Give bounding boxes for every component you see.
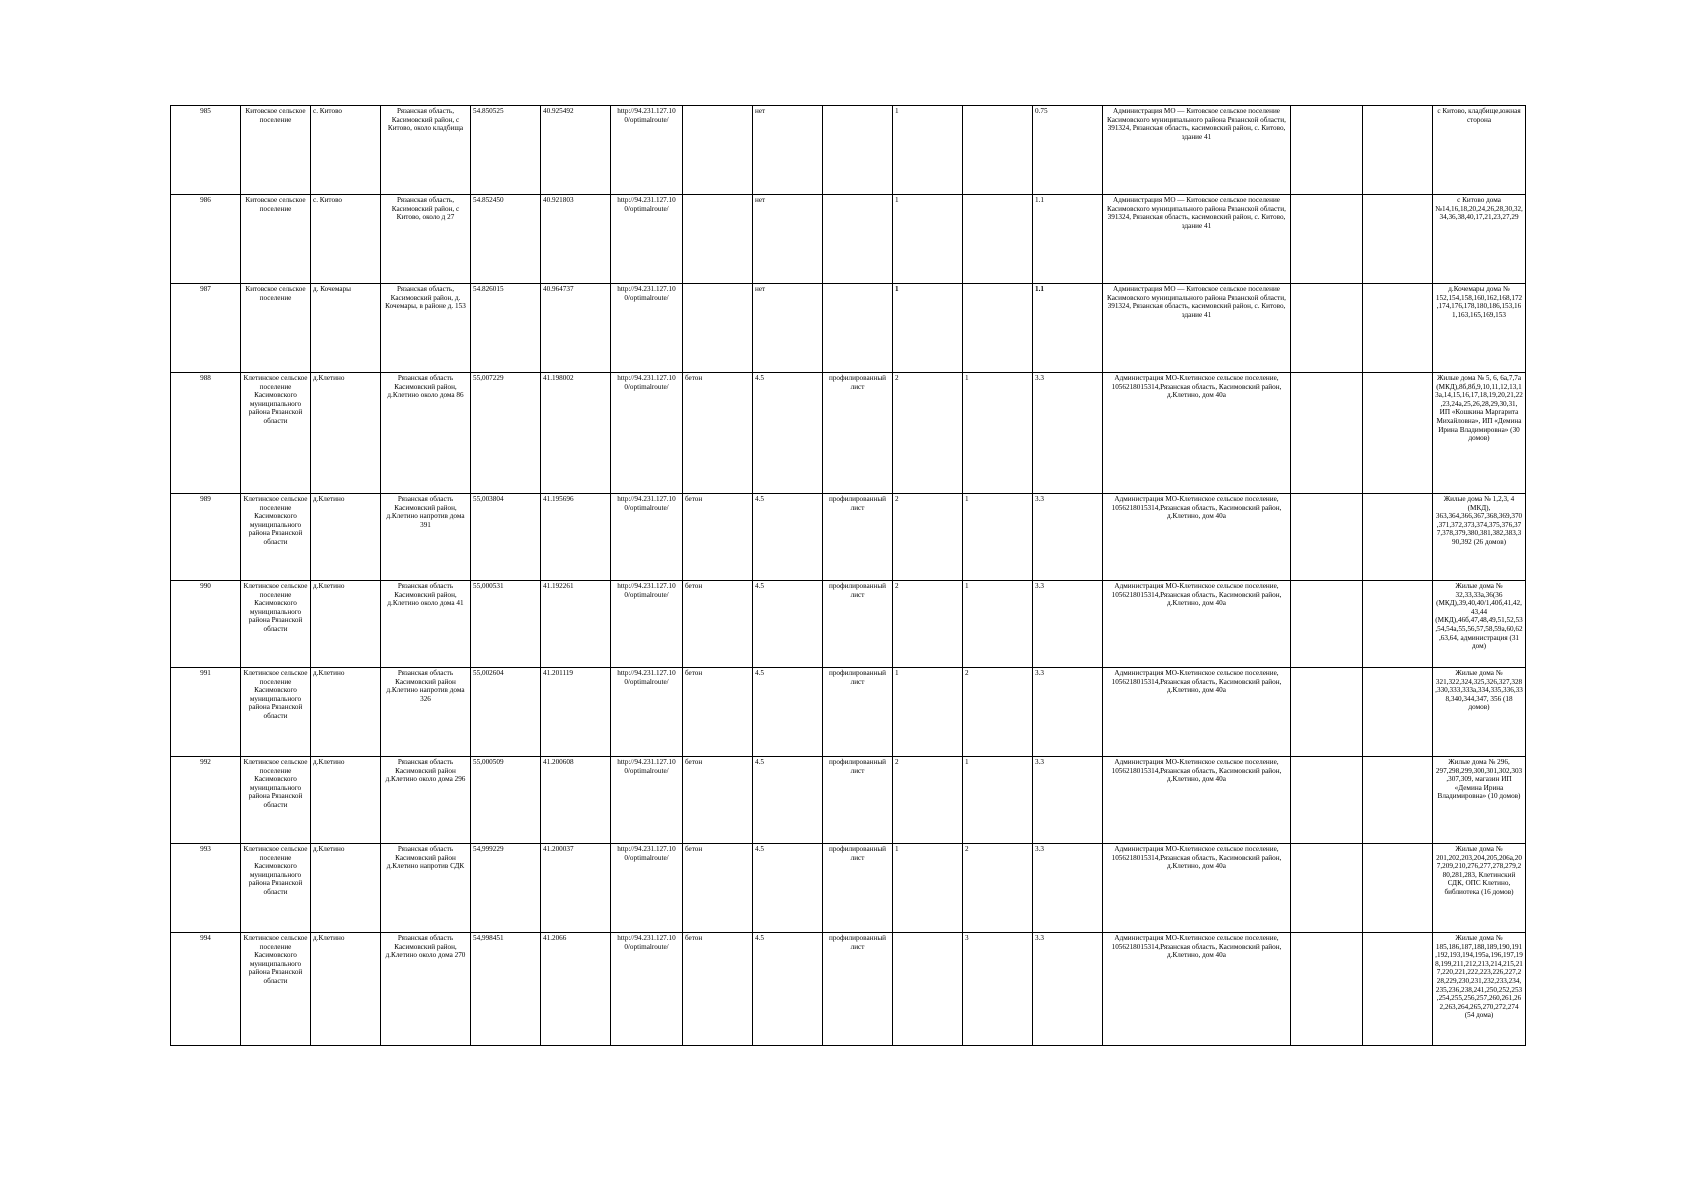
container-extra-cell: 1 [963, 494, 1033, 581]
locality-cell: д.Клетино [311, 757, 381, 844]
fence-cell: профилированный лист [823, 668, 893, 757]
container-extra-cell [963, 284, 1033, 373]
address-cell: Рязанская область Касимовский район, д.Клетино около дома 270 [381, 933, 471, 1046]
empty-cell-a [1291, 195, 1363, 284]
address-cell: Рязанская область Касимовский район д.Клетино напротив дома 326 [381, 668, 471, 757]
locality-cell: д.Клетино [311, 668, 381, 757]
container-extra-cell: 3 [963, 933, 1033, 1046]
longitude-cell: 40.921803 [541, 195, 611, 284]
served-sources-cell: Жилые дома № 296, 297,298,299,300,301,302,303,307,309, магазин ИП «Демина Ирина Владимировна» (10 домов) [1433, 757, 1526, 844]
longitude-cell: 41.192261 [541, 581, 611, 668]
table-row [171, 284, 1526, 373]
address-cell: Рязанская область Касимовский район, д.Клетино около дома 86 [381, 373, 471, 494]
container-extra-cell: 2 [963, 668, 1033, 757]
empty-cell-b [1363, 195, 1433, 284]
table-row [171, 581, 1526, 668]
surface-cell: бетон [683, 757, 753, 844]
address-cell: Рязанская область, Касимовский район, с Китово, около кладбища [381, 106, 471, 195]
area-cell: 4.5 [753, 581, 823, 668]
volume-cell: 0.75 [1033, 106, 1103, 195]
empty-cell-a [1291, 284, 1363, 373]
address-cell: Рязанская область Касимовский район д.Клетино напротив СДК [381, 844, 471, 933]
container-count-cell: 2 [893, 373, 963, 494]
longitude-cell: 41.200037 [541, 844, 611, 933]
empty-cell-b [1363, 581, 1433, 668]
map-link-cell[interactable]: http://94.231.127.10 0/optimalroute/ [611, 494, 683, 581]
owner-cell: Администрация МО-Клетинское сельское поселение, 1056218015314,Рязанская область, Касимовский район, д.Клетино, дом 40а [1103, 668, 1291, 757]
address-cell: Рязанская область, Касимовский район, д. Кочемары, в районе д. 153 [381, 284, 471, 373]
surface-cell: бетон [683, 581, 753, 668]
container-count-cell: 1 [893, 844, 963, 933]
empty-cell-b [1363, 494, 1433, 581]
volume-cell: 3.3 [1033, 933, 1103, 1046]
owner-cell: Администрация МО-Клетинское сельское поселение, 1056218015314,Рязанская область, Касимовский район, д.Клетино, дом 40а [1103, 494, 1291, 581]
locality-cell: с. Китово [311, 106, 381, 195]
empty-cell-b [1363, 933, 1433, 1046]
container-count-cell: 1 [893, 284, 963, 373]
area-cell: нет [753, 195, 823, 284]
empty-cell-a [1291, 668, 1363, 757]
empty-cell-b [1363, 844, 1433, 933]
container-extra-cell: 2 [963, 844, 1033, 933]
map-link-cell[interactable]: http://94.231.127.10 0/optimalroute/ [611, 933, 683, 1046]
fence-cell [823, 284, 893, 373]
row-number: 986 [171, 195, 241, 284]
empty-cell-a [1291, 581, 1363, 668]
owner-cell: Администрация МО — Китовское сельское поселение Касимовского муниципального района Рязанской области, 391324, Рязанская область, касимовский район, с. Китово, здание 41 [1103, 106, 1291, 195]
map-link-cell[interactable]: http://94.231.127.10 0/optimalroute/ [611, 668, 683, 757]
settlement-cell: Китовское сельское поселение [241, 284, 311, 373]
container-count-cell: 1 [893, 195, 963, 284]
map-link-cell[interactable]: http://94.231.127.10 0/optimalroute/ [611, 373, 683, 494]
surface-cell: бетон [683, 933, 753, 1046]
served-sources-cell: Жилые дома № 1,2,3, 4 (МКД), 363,364,366,367,368,369,370,371,372,373,374,375,376,377,378,379,380,381,382,383,390,392 (26 домов) [1433, 494, 1526, 581]
fence-cell: профилированный лист [823, 373, 893, 494]
container-extra-cell: 1 [963, 373, 1033, 494]
longitude-cell: 40.964737 [541, 284, 611, 373]
latitude-cell: 54.826015 [471, 284, 541, 373]
locality-cell: д. Кочемары [311, 284, 381, 373]
surface-cell: бетон [683, 668, 753, 757]
served-sources-cell: д.Кочемары дома № 152,154,158,160,162,168,172,174,176,178,180,186,153,161,163,165,169,153 [1433, 284, 1526, 373]
empty-cell-b [1363, 373, 1433, 494]
settlement-cell: Клетинское сельское поселение Касимовского муниципального района Рязанской области [241, 844, 311, 933]
fence-cell: профилированный лист [823, 581, 893, 668]
owner-cell: Администрация МО-Клетинское сельское поселение, 1056218015314,Рязанская область, Касимовский район, д.Клетино, дом 40а [1103, 757, 1291, 844]
map-link-cell[interactable]: http://94.231.127.10 0/optimalroute/ [611, 757, 683, 844]
owner-cell: Администрация МО-Клетинское сельское поселение, 1056218015314,Рязанская область, Касимовский район, д.Клетино, дом 40а [1103, 844, 1291, 933]
map-link-cell[interactable]: http://94.231.127.10 0/optimalroute/ [611, 106, 683, 195]
owner-cell: Администрация МО-Клетинское сельское поселение, 1056218015314,Рязанская область, Касимовский район, д.Клетино, дом 40а [1103, 933, 1291, 1046]
longitude-cell: 41.198002 [541, 373, 611, 494]
container-count-cell: 2 [893, 581, 963, 668]
empty-cell-b [1363, 757, 1433, 844]
fence-cell: профилированный лист [823, 844, 893, 933]
container-count-cell: 2 [893, 494, 963, 581]
volume-cell: 3.3 [1033, 757, 1103, 844]
address-cell: Рязанская область Касимовский район д.Клетино около дома 296 [381, 757, 471, 844]
map-link-cell[interactable]: http://94.231.127.10 0/optimalroute/ [611, 195, 683, 284]
longitude-cell: 41.200608 [541, 757, 611, 844]
empty-cell-a [1291, 757, 1363, 844]
served-sources-cell: с Китово, кладбище,южная сторона [1433, 106, 1526, 195]
longitude-cell: 41.195696 [541, 494, 611, 581]
latitude-cell: 55,000509 [471, 757, 541, 844]
latitude-cell: 54.852450 [471, 195, 541, 284]
settlement-cell: Китовское сельское поселение [241, 106, 311, 195]
volume-cell: 3.3 [1033, 668, 1103, 757]
longitude-cell: 40.925492 [541, 106, 611, 195]
locality-cell: д.Клетино [311, 373, 381, 494]
volume-cell: 3.3 [1033, 844, 1103, 933]
table-row [171, 373, 1526, 494]
latitude-cell: 54,998451 [471, 933, 541, 1046]
longitude-cell: 41.201119 [541, 668, 611, 757]
volume-cell: 3.3 [1033, 373, 1103, 494]
map-link-cell[interactable]: http://94.231.127.10 0/optimalroute/ [611, 581, 683, 668]
area-cell: 4.5 [753, 844, 823, 933]
served-sources-cell: Жилые дома № 5, 6, 6а,7,7а (МКД),8б,8б,9,10,11,12,13,13а,14,15,16,17,18,19,20,21,22,23,24а,25,26,28,29,30,31, ИП «Кошкина Маргарита Михайловна», ИП «Демина Ирина Владимировна» (30 домов) [1433, 373, 1526, 494]
row-number: 991 [171, 668, 241, 757]
volume-cell: 3.3 [1033, 581, 1103, 668]
row-number: 993 [171, 844, 241, 933]
empty-cell-b [1363, 284, 1433, 373]
row-number: 988 [171, 373, 241, 494]
map-link-cell[interactable]: http://94.231.127.10 0/optimalroute/ [611, 284, 683, 373]
empty-cell-a [1291, 933, 1363, 1046]
settlement-cell: Клетинское сельское поселение Касимовского муниципального района Рязанской области [241, 581, 311, 668]
owner-cell: Администрация МО — Китовское сельское поселение Касимовского муниципального района Рязанской области, 391324, Рязанская область, касимовский район, с. Китово, здание 41 [1103, 284, 1291, 373]
table-row [171, 933, 1526, 1046]
empty-cell-b [1363, 668, 1433, 757]
settlement-cell: Клетинское сельское поселение Касимовского муниципального района Рязанской области [241, 933, 311, 1046]
settlement-cell: Китовское сельское поселение [241, 195, 311, 284]
row-number: 990 [171, 581, 241, 668]
fence-cell: профилированный лист [823, 933, 893, 1046]
served-sources-cell: Жилые дома № 185,186,187,188,189,190,191,192,193,194,195а,196,197,198,199,211,212,213,214,215,217,220,221,222,223,226,227,228,229,230,231,232,233,234,235,236,238,241,250,252,253,254,255,256,257,260,261,262,263,264,265,270,272,274 (54 дома) [1433, 933, 1526, 1046]
latitude-cell: 55,007229 [471, 373, 541, 494]
empty-cell-a [1291, 106, 1363, 195]
row-number: 985 [171, 106, 241, 195]
latitude-cell: 55,002604 [471, 668, 541, 757]
latitude-cell: 55,000531 [471, 581, 541, 668]
settlement-cell: Клетинское сельское поселение Касимовского муниципального района Рязанской области [241, 494, 311, 581]
container-count-cell: 1 [893, 668, 963, 757]
address-cell: Рязанская область Касимовский район, д.Клетино около дома 41 [381, 581, 471, 668]
table-row [171, 494, 1526, 581]
settlement-cell: Клетинское сельское поселение Касимовского муниципального района Рязанской области [241, 757, 311, 844]
served-sources-cell: Жилые дома № 32,33,33а,36(36 (МКД),39,40,40/1,40б,41,42,43,44 (МКД),46б,47,48,49,51,52,53,54,54а,55,56,57,58,59а,60,62,63,64, администрация (31 дом) [1433, 581, 1526, 668]
area-cell: нет [753, 284, 823, 373]
surface-cell [683, 284, 753, 373]
address-cell: Рязанская область Касимовский район, д.Клетино напротив дома 391 [381, 494, 471, 581]
latitude-cell: 55,003804 [471, 494, 541, 581]
served-sources-cell: с Китово дома №14,16,18,20,24,26,28,30,32,34,36,38,40,17,21,23,27,29 [1433, 195, 1526, 284]
empty-cell-a [1291, 494, 1363, 581]
registry-table [170, 105, 1526, 1046]
table-row [171, 757, 1526, 844]
empty-cell-a [1291, 373, 1363, 494]
owner-cell: Администрация МО-Клетинское сельское поселение, 1056218015314,Рязанская область, Касимовский район, д.Клетино, дом 40а [1103, 373, 1291, 494]
row-number: 989 [171, 494, 241, 581]
row-number: 992 [171, 757, 241, 844]
area-cell: 4.5 [753, 494, 823, 581]
area-cell: 4.5 [753, 933, 823, 1046]
volume-cell: 1.1 [1033, 195, 1103, 284]
surface-cell: бетон [683, 844, 753, 933]
table-row [171, 844, 1526, 933]
container-extra-cell [963, 195, 1033, 284]
locality-cell: д.Клетино [311, 933, 381, 1046]
container-count-cell: 2 [893, 757, 963, 844]
owner-cell: Администрация МО — Китовское сельское поселение Касимовского муниципального района Рязанской области, 391324, Рязанская область, касимовский район, с. Китово, здание 41 [1103, 195, 1291, 284]
table-row [171, 106, 1526, 195]
container-extra-cell [963, 106, 1033, 195]
fence-cell [823, 195, 893, 284]
fence-cell: профилированный лист [823, 757, 893, 844]
container-extra-cell: 1 [963, 581, 1033, 668]
locality-cell: д.Клетино [311, 844, 381, 933]
address-cell: Рязанская область, Касимовский район, с Китово, около д 27 [381, 195, 471, 284]
settlement-cell: Клетинское сельское поселение Касимовского муниципального района Рязанской области [241, 668, 311, 757]
area-cell: 4.5 [753, 668, 823, 757]
empty-cell-b [1363, 106, 1433, 195]
table-row [171, 195, 1526, 284]
locality-cell: д.Клетино [311, 494, 381, 581]
area-cell: нет [753, 106, 823, 195]
served-sources-cell: Жилые дома № 321,322,324,325,326,327,328,330,333,333а,334,335,336,338,340,344,347, 356 (18 домов) [1433, 668, 1526, 757]
served-sources-cell: Жилые дома № 201,202,203,204,205,206а,207,209,210,276,277,278,279,280,281,283, Клетинский СДК, ОПС Клетино, библиотека (16 домов) [1433, 844, 1526, 933]
container-count-cell: 1 [893, 106, 963, 195]
volume-cell: 3.3 [1033, 494, 1103, 581]
empty-cell-a [1291, 844, 1363, 933]
locality-cell: с. Китово [311, 195, 381, 284]
area-cell: 4.5 [753, 757, 823, 844]
surface-cell: бетон [683, 373, 753, 494]
longitude-cell: 41.2066 [541, 933, 611, 1046]
settlement-cell: Клетинское сельское поселение Касимовского муниципального района Рязанской области [241, 373, 311, 494]
locality-cell: д.Клетино [311, 581, 381, 668]
row-number: 987 [171, 284, 241, 373]
row-number: 994 [171, 933, 241, 1046]
surface-cell: бетон [683, 494, 753, 581]
container-count-cell [893, 933, 963, 1046]
registry-body [171, 106, 1526, 1046]
container-extra-cell: 1 [963, 757, 1033, 844]
fence-cell [823, 106, 893, 195]
volume-cell: 1.1 [1033, 284, 1103, 373]
table-row [171, 668, 1526, 757]
surface-cell [683, 195, 753, 284]
latitude-cell: 54.850525 [471, 106, 541, 195]
area-cell: 4.5 [753, 373, 823, 494]
latitude-cell: 54,999229 [471, 844, 541, 933]
surface-cell [683, 106, 753, 195]
fence-cell: профилированный лист [823, 494, 893, 581]
map-link-cell[interactable]: http://94.231.127.10 0/optimalroute/ [611, 844, 683, 933]
owner-cell: Администрация МО-Клетинское сельское поселение, 1056218015314,Рязанская область, Касимовский район, д.Клетино, дом 40а [1103, 581, 1291, 668]
